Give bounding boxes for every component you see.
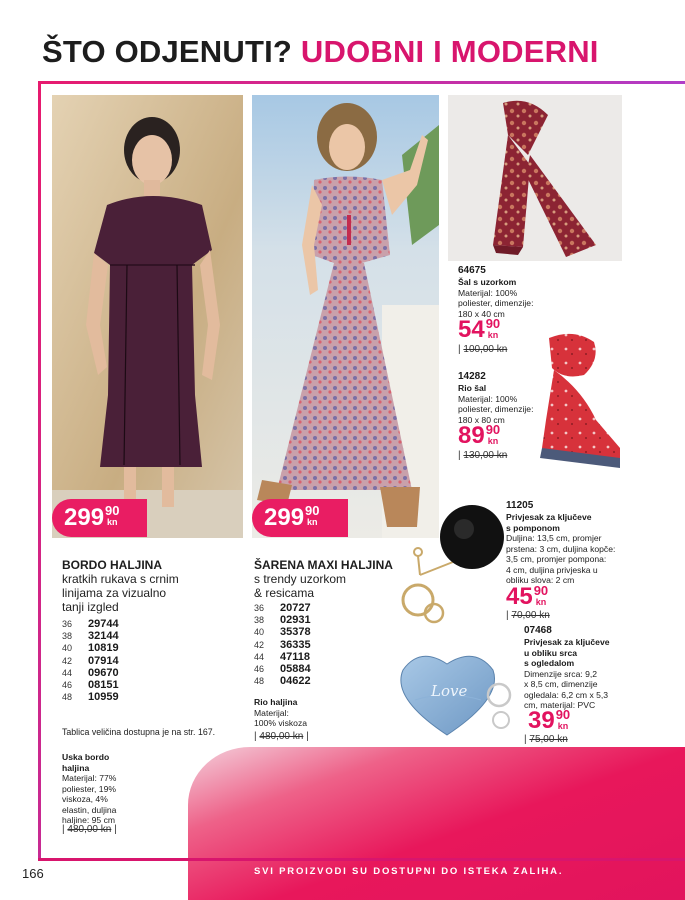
size-label: 48 — [62, 692, 73, 703]
size-row — [62, 618, 119, 630]
size-code: 02931 — [280, 614, 311, 627]
product-code: 11205 — [506, 500, 534, 511]
product-name: Uska bordo — [62, 752, 110, 762]
product-name: Rio haljina — [254, 697, 298, 707]
size-label: 46 — [62, 680, 73, 691]
desc-line: 4 cm, duljina privjeska u — [506, 564, 598, 575]
desc-line: 180 x 80 cm — [458, 414, 505, 425]
size-label: 38 — [254, 615, 265, 626]
desc-line: prstena: 3 cm, duljina kopče: — [506, 543, 616, 554]
old-price-value: 100,00 kn — [463, 344, 508, 355]
price-integer: 89 — [458, 422, 485, 449]
price-integer: 299 — [64, 504, 105, 531]
desc-line: ogledala: 6,2 cm x 5,3 — [524, 689, 609, 700]
desc-line: s trendy uzorkom — [254, 572, 347, 586]
scarf-pattern-price — [458, 317, 500, 343]
price-cents: 90 — [305, 503, 320, 518]
size-row — [254, 626, 311, 638]
pink-footer-band — [188, 747, 685, 900]
bordo-dress-photo — [52, 95, 243, 538]
headline-dark: ŠTO ODJENUTI? — [42, 34, 293, 69]
size-label: 44 — [62, 667, 73, 678]
size-label: 38 — [62, 631, 73, 642]
size-row — [62, 679, 119, 691]
size-row — [254, 663, 311, 675]
frame-bottom-line — [38, 858, 685, 861]
maxi-dress-photo — [252, 95, 439, 538]
desc-line: 180 x 40 cm — [458, 308, 505, 319]
desc-line: Materijal: 100% — [458, 287, 518, 298]
size-row — [62, 691, 119, 703]
size-code: 20727 — [280, 602, 311, 614]
price-currency: kn — [487, 436, 499, 446]
desc-line: viskoza, 4% — [62, 794, 108, 804]
old-price-value: 75,00 kn — [529, 734, 568, 745]
size-code: 07914 — [88, 654, 119, 667]
desc-line: poliester, dimenzije: — [458, 404, 534, 414]
headline-pink: UDOBNI I MODERNI — [300, 34, 599, 69]
size-row — [254, 614, 311, 626]
bordo-price-badge — [52, 499, 147, 537]
price-cents: 90 — [485, 316, 501, 331]
product-code: 14282 — [458, 371, 486, 382]
desc-line: elastin, duljina — [62, 804, 117, 815]
desc-line: Materijal: 100% — [458, 393, 518, 404]
old-price-value: 480,00 kn — [259, 731, 304, 742]
rio-scarf-info — [458, 371, 548, 425]
size-row — [62, 642, 119, 654]
price-currency: kn — [307, 517, 318, 527]
page-number: 166 — [22, 866, 44, 881]
desc-line: 3,5 cm, promjer pompona: — [506, 554, 607, 564]
product-name: s pomponom — [506, 522, 560, 533]
price-currency: kn — [107, 517, 118, 527]
size-label: 48 — [254, 676, 265, 687]
desc-line: Duljina: 13,5 cm, promjer — [506, 533, 602, 543]
size-code: 10819 — [88, 642, 119, 655]
size-code: 29744 — [88, 618, 119, 630]
maxi-size-table — [254, 602, 311, 687]
price-currency: kn — [557, 721, 569, 731]
size-row — [254, 639, 311, 651]
rio-dress-info — [254, 697, 354, 729]
price-cents: 90 — [485, 422, 501, 437]
old-price-value: 480,00 kn — [67, 824, 112, 835]
size-code: 32144 — [88, 630, 119, 643]
old-price-value: 70,00 kn — [511, 610, 550, 621]
rio-scarf-price — [458, 423, 500, 449]
pompon-keychain-info — [506, 500, 624, 586]
frame-left-line — [38, 81, 41, 861]
product-code: 64675 — [458, 265, 486, 276]
size-code: 35378 — [280, 626, 311, 639]
uska-bordo-info — [62, 752, 152, 826]
uska-bordo-old-price: | 480,00 kn | — [62, 824, 117, 835]
product-name: Privjesak za ključeve — [524, 637, 610, 647]
maxi-dress-info — [254, 558, 434, 600]
frame-top-line — [38, 81, 685, 84]
size-code: 10959 — [88, 691, 119, 704]
size-code: 47118 — [280, 650, 310, 663]
desc-line: tanji izgled — [62, 600, 119, 614]
product-code: 07468 — [524, 625, 552, 636]
product-name: s ogledalom — [524, 658, 575, 668]
heart-keychain-old-price: | 75,00 kn — [524, 734, 568, 745]
size-row — [62, 630, 119, 642]
desc-line: 100% viskoza — [254, 718, 308, 728]
rio-dress-old-price: | 480,00 kn | — [254, 731, 309, 742]
price-cents: 90 — [105, 503, 120, 518]
pompon-keychain-old-price: | 70,00 kn — [506, 610, 550, 621]
size-label: 42 — [254, 639, 265, 650]
product-name: Šal s uzorkom — [458, 277, 517, 287]
desc-line: Dimenzije srca: 9,2 — [524, 668, 598, 679]
size-row — [254, 651, 311, 663]
size-code: 05884 — [280, 663, 311, 676]
desc-line: haljine: 95 cm — [62, 815, 116, 825]
product-name: u obliku srca — [524, 647, 578, 658]
footer-disclaimer: SVI PROIZVODI SU DOSTUPNI DO ISTEKA ZALIHA. — [254, 866, 564, 877]
price-currency: kn — [487, 330, 499, 340]
size-label: 46 — [254, 664, 265, 675]
heart-love-text: Love — [431, 682, 468, 700]
desc-line: poliester, dimenzije: — [458, 298, 534, 308]
heart-keychain-photo — [395, 650, 520, 740]
product-title: BORDO HALJINA — [62, 558, 163, 572]
price-cents: 90 — [533, 583, 549, 598]
size-code: 36335 — [280, 638, 311, 651]
size-code: 09670 — [88, 666, 119, 679]
product-name: haljina — [62, 762, 90, 773]
bordo-dress-info — [62, 558, 242, 614]
price-cents: 90 — [555, 707, 571, 722]
size-label: 40 — [62, 643, 73, 654]
scarf-pattern-info — [458, 265, 568, 319]
maxi-price-badge — [252, 499, 348, 537]
price-integer: 45 — [506, 583, 533, 610]
price-integer: 54 — [458, 316, 485, 343]
scarf-pattern-old-price: | 100,00 kn — [458, 344, 508, 355]
desc-line: & resicama — [254, 586, 315, 600]
size-table-note: Tablica veličina dostupna je na str. 167. — [62, 727, 216, 737]
heart-keychain-price — [528, 708, 570, 734]
old-price-value: 130,00 kn — [463, 450, 508, 461]
size-label: 36 — [254, 603, 265, 613]
size-code: 04622 — [280, 675, 311, 688]
product-title: ŠARENA MAXI HALJINA — [254, 558, 393, 572]
price-integer: 299 — [264, 504, 305, 531]
desc-line: obliku slova: 2 cm — [506, 575, 575, 585]
size-code: 08151 — [88, 679, 119, 692]
desc-line: x 8,5 cm, dimenzije — [524, 679, 598, 689]
size-row — [254, 675, 311, 687]
desc-line: kratkih rukava s crnim — [62, 572, 179, 586]
size-row — [62, 655, 119, 667]
heart-keychain-info — [524, 625, 624, 711]
page-headline — [42, 34, 599, 70]
size-label: 42 — [62, 655, 73, 666]
size-label: 36 — [62, 619, 73, 629]
price-integer: 39 — [528, 707, 555, 734]
desc-line: Materijal: 77% — [62, 773, 117, 783]
rio-scarf-old-price: | 130,00 kn — [458, 450, 508, 461]
size-label: 44 — [254, 651, 265, 662]
bordo-size-table — [62, 618, 119, 703]
size-row — [62, 667, 119, 679]
scarf-pattern-photo — [448, 95, 622, 261]
desc-line: poliester, 19% — [62, 783, 116, 794]
desc-line: cm, materijal: PVC — [524, 700, 596, 710]
price-currency: kn — [535, 597, 547, 607]
product-name: Privjesak za ključeve — [506, 512, 592, 522]
desc-line: Materijal: — [254, 707, 289, 718]
size-row — [254, 602, 311, 614]
product-name: Rio šal — [458, 383, 487, 393]
pompon-keychain-price — [506, 584, 548, 610]
desc-line: linijama za vizualno — [62, 586, 167, 600]
size-label: 40 — [254, 627, 265, 638]
